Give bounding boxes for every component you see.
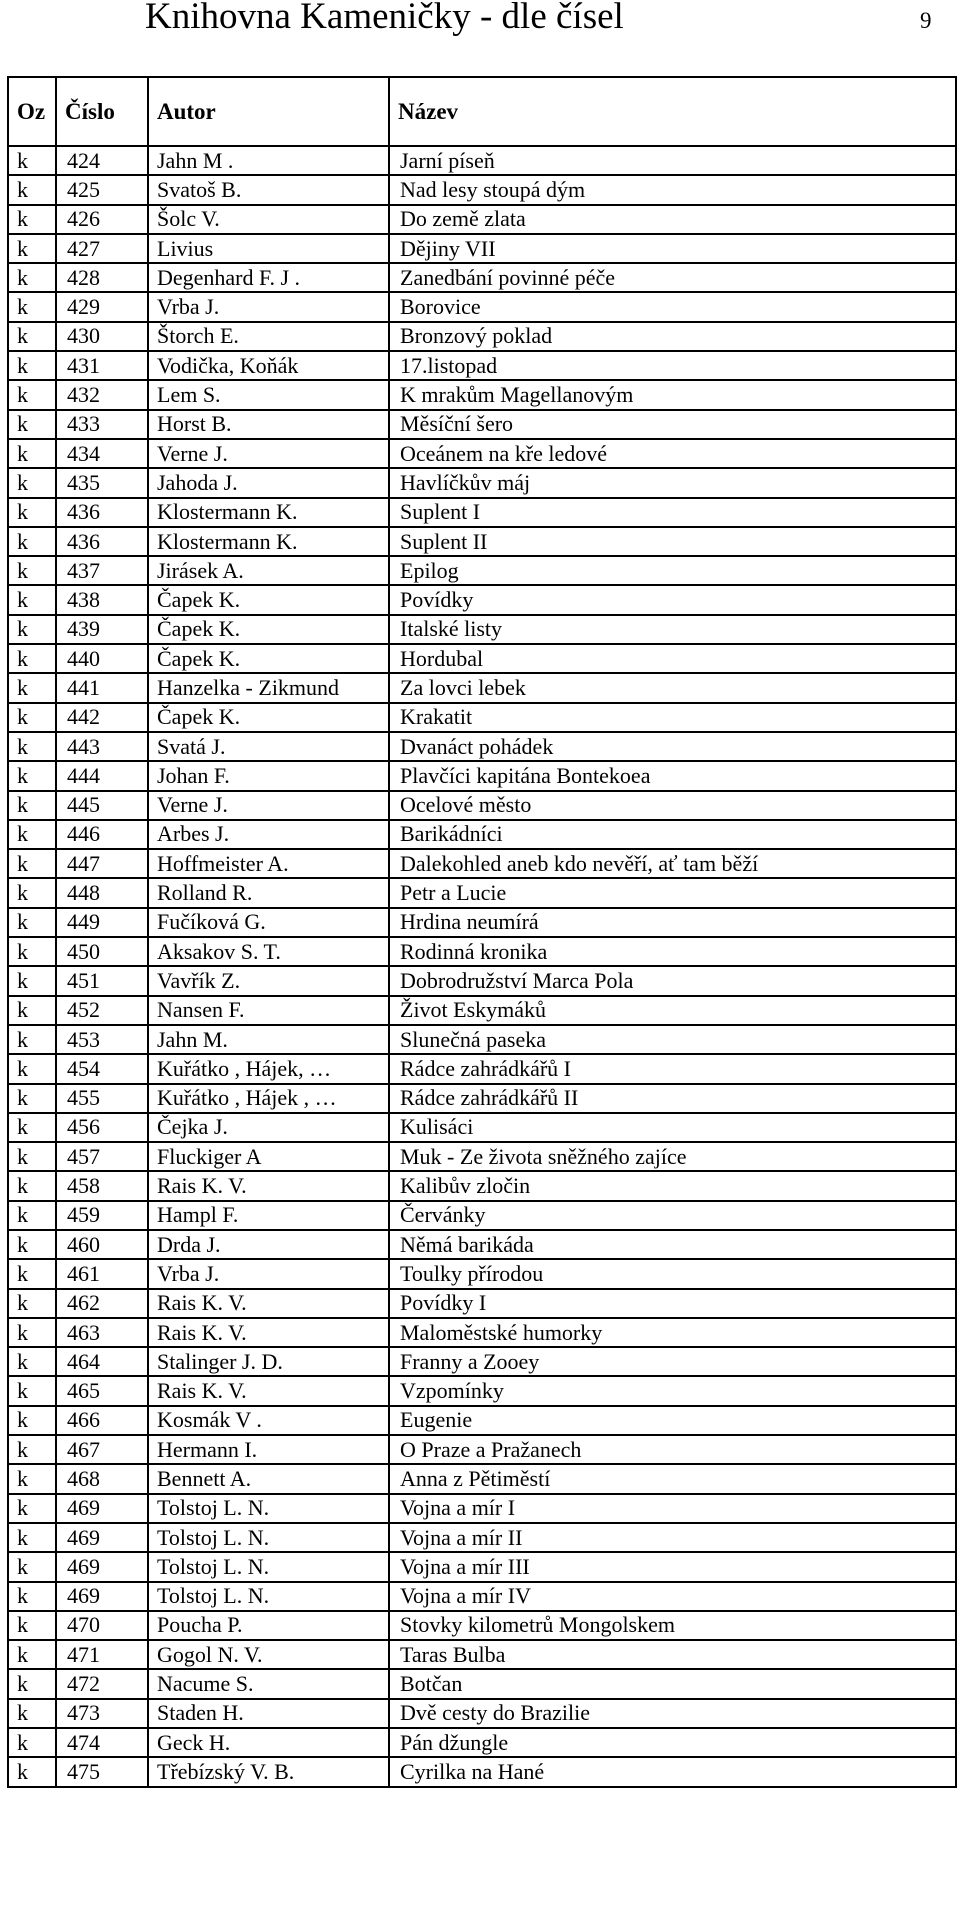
cell-oz: k [8, 1054, 56, 1083]
cell-autor: Třebízský V. B. [148, 1757, 389, 1786]
cell-nazev: Toulky přírodou [389, 1259, 956, 1288]
cell-cislo: 436 [56, 527, 148, 556]
cell-nazev: Anna z Pětiměstí [389, 1464, 956, 1493]
cell-nazev: Petr a Lucie [389, 878, 956, 907]
cell-autor: Vrba J. [148, 1259, 389, 1288]
cell-cislo: 443 [56, 732, 148, 761]
cell-nazev: Hordubal [389, 644, 956, 673]
table-row [8, 1201, 956, 1230]
cell-oz: k [8, 673, 56, 702]
cell-nazev: Oceánem na kře ledové [389, 439, 956, 468]
cell-cislo: 436 [56, 498, 148, 527]
table-row [8, 146, 956, 175]
cell-autor: Kuřátko , Hájek, … [148, 1054, 389, 1083]
table-row [8, 1464, 956, 1493]
cell-oz: k [8, 175, 56, 204]
cell-nazev: Maloměstské humorky [389, 1318, 956, 1347]
cell-nazev: Dvě cesty do Brazilie [389, 1699, 956, 1728]
cell-nazev: Povídky I [389, 1289, 956, 1318]
cell-oz: k [8, 322, 56, 351]
cell-cislo: 469 [56, 1582, 148, 1611]
table-row [8, 1025, 956, 1054]
table-row [8, 351, 956, 380]
table-row [8, 761, 956, 790]
cell-nazev: Suplent II [389, 527, 956, 556]
cell-cislo: 425 [56, 175, 148, 204]
column-header-cislo: Číslo [56, 77, 148, 146]
cell-nazev: K mrakům Magellanovým [389, 380, 956, 409]
cell-nazev: O Praze a Pražanech [389, 1435, 956, 1464]
cell-cislo: 433 [56, 410, 148, 439]
cell-cislo: 444 [56, 761, 148, 790]
cell-cislo: 468 [56, 1464, 148, 1493]
cell-oz: k [8, 1552, 56, 1581]
table-row [8, 410, 956, 439]
cell-oz: k [8, 1289, 56, 1318]
cell-cislo: 458 [56, 1171, 148, 1200]
cell-cislo: 437 [56, 556, 148, 585]
table-row [8, 1142, 956, 1171]
table-row [8, 732, 956, 761]
cell-nazev: Dějiny VII [389, 234, 956, 263]
table-row [8, 1406, 956, 1435]
table-row [8, 1699, 956, 1728]
table-row [8, 791, 956, 820]
cell-autor: Degenhard F. J . [148, 263, 389, 292]
cell-nazev: Hrdina neumírá [389, 908, 956, 937]
table-row [8, 673, 956, 702]
cell-nazev: Italské listy [389, 615, 956, 644]
table-row [8, 1259, 956, 1288]
cell-cislo: 454 [56, 1054, 148, 1083]
cell-cislo: 472 [56, 1669, 148, 1698]
cell-cislo: 464 [56, 1347, 148, 1376]
cell-oz: k [8, 1376, 56, 1405]
table-row [8, 820, 956, 849]
cell-autor: Šolc V. [148, 205, 389, 234]
cell-nazev: Vzpomínky [389, 1376, 956, 1405]
cell-nazev: Franny a Zooey [389, 1347, 956, 1376]
cell-cislo: 460 [56, 1230, 148, 1259]
cell-cislo: 456 [56, 1113, 148, 1142]
cell-cislo: 435 [56, 468, 148, 497]
cell-oz: k [8, 791, 56, 820]
table-row [8, 1289, 956, 1318]
cell-cislo: 459 [56, 1201, 148, 1230]
cell-cislo: 445 [56, 791, 148, 820]
table-row [8, 1757, 956, 1786]
cell-nazev: Život Eskymáků [389, 996, 956, 1025]
cell-autor: Kuřátko , Hájek , … [148, 1084, 389, 1113]
page-number: 9 [920, 8, 932, 33]
cell-nazev: Borovice [389, 292, 956, 321]
table-row [8, 498, 956, 527]
cell-oz: k [8, 1728, 56, 1757]
column-header-autor: Autor [148, 77, 389, 146]
cell-autor: Nansen F. [148, 996, 389, 1025]
cell-nazev: Slunečná paseka [389, 1025, 956, 1054]
cell-oz: k [8, 1201, 56, 1230]
cell-cislo: 455 [56, 1084, 148, 1113]
cell-nazev: Do země zlata [389, 205, 956, 234]
cell-autor: Hanzelka - Zikmund [148, 673, 389, 702]
cell-oz: k [8, 1435, 56, 1464]
table-row [8, 175, 956, 204]
cell-autor: Jirásek A. [148, 556, 389, 585]
table-row [8, 1582, 956, 1611]
cell-cislo: 424 [56, 146, 148, 175]
cell-cislo: 430 [56, 322, 148, 351]
cell-autor: Hoffmeister A. [148, 849, 389, 878]
cell-nazev: Vojna a mír II [389, 1523, 956, 1552]
cell-oz: k [8, 556, 56, 585]
cell-autor: Svatoš B. [148, 175, 389, 204]
cell-nazev: Červánky [389, 1201, 956, 1230]
table-row [8, 1113, 956, 1142]
cell-cislo: 463 [56, 1318, 148, 1347]
cell-cislo: 429 [56, 292, 148, 321]
cell-cislo: 469 [56, 1552, 148, 1581]
cell-cislo: 465 [56, 1376, 148, 1405]
table-row [8, 263, 956, 292]
cell-oz: k [8, 439, 56, 468]
cell-autor: Tolstoj L. N. [148, 1582, 389, 1611]
table-row [8, 644, 956, 673]
table-row [8, 585, 956, 614]
table-row [8, 1728, 956, 1757]
cell-autor: Klostermann K. [148, 498, 389, 527]
cell-cislo: 434 [56, 439, 148, 468]
cell-autor: Čapek K. [148, 585, 389, 614]
table-row [8, 1318, 956, 1347]
cell-nazev: 17.listopad [389, 351, 956, 380]
cell-autor: Tolstoj L. N. [148, 1552, 389, 1581]
cell-nazev: Nad lesy stoupá dým [389, 175, 956, 204]
cell-oz: k [8, 527, 56, 556]
table-row [8, 937, 956, 966]
cell-cislo: 440 [56, 644, 148, 673]
table-body [8, 146, 956, 1787]
cell-oz: k [8, 263, 56, 292]
cell-oz: k [8, 1464, 56, 1493]
cell-oz: k [8, 1230, 56, 1259]
cell-autor: Fluckiger A [148, 1142, 389, 1171]
cell-oz: k [8, 1142, 56, 1171]
table-row [8, 966, 956, 995]
book-catalog-table [7, 76, 957, 1788]
cell-oz: k [8, 205, 56, 234]
cell-autor: Rais K. V. [148, 1376, 389, 1405]
cell-cislo: 451 [56, 966, 148, 995]
cell-oz: k [8, 1171, 56, 1200]
cell-nazev: Ocelové město [389, 791, 956, 820]
cell-autor: Tolstoj L. N. [148, 1523, 389, 1552]
header-row [8, 77, 956, 146]
cell-nazev: Krakatit [389, 703, 956, 732]
cell-nazev: Barikádníci [389, 820, 956, 849]
cell-oz: k [8, 292, 56, 321]
cell-oz: k [8, 234, 56, 263]
cell-cislo: 450 [56, 937, 148, 966]
cell-oz: k [8, 878, 56, 907]
table-row [8, 908, 956, 937]
cell-cislo: 473 [56, 1699, 148, 1728]
table-row [8, 439, 956, 468]
table-row [8, 1084, 956, 1113]
cell-autor: Gogol N. V. [148, 1640, 389, 1669]
cell-cislo: 431 [56, 351, 148, 380]
cell-oz: k [8, 351, 56, 380]
cell-oz: k [8, 615, 56, 644]
cell-autor: Horst B. [148, 410, 389, 439]
cell-nazev: Rodinná kronika [389, 937, 956, 966]
cell-nazev: Havlíčkův máj [389, 468, 956, 497]
cell-autor: Čapek K. [148, 703, 389, 732]
cell-autor: Vrba J. [148, 292, 389, 321]
cell-oz: k [8, 498, 56, 527]
cell-oz: k [8, 1757, 56, 1786]
table-header [8, 77, 956, 146]
cell-nazev: Stovky kilometrů Mongolskem [389, 1611, 956, 1640]
cell-nazev: Měsíční šero [389, 410, 956, 439]
cell-autor: Kosmák V . [148, 1406, 389, 1435]
table-row [8, 527, 956, 556]
cell-autor: Štorch E. [148, 322, 389, 351]
table-row [8, 1230, 956, 1259]
cell-cislo: 475 [56, 1757, 148, 1786]
cell-cislo: 426 [56, 205, 148, 234]
cell-oz: k [8, 410, 56, 439]
cell-oz: k [8, 1611, 56, 1640]
cell-autor: Hampl F. [148, 1201, 389, 1230]
cell-cislo: 428 [56, 263, 148, 292]
table-row [8, 1435, 956, 1464]
cell-autor: Staden H. [148, 1699, 389, 1728]
table-row [8, 205, 956, 234]
column-header-oz: Oz [8, 77, 56, 146]
table-row [8, 1611, 956, 1640]
table-row [8, 1523, 956, 1552]
cell-autor: Nacume S. [148, 1669, 389, 1698]
cell-nazev: Němá barikáda [389, 1230, 956, 1259]
cell-autor: Livius [148, 234, 389, 263]
table-row [8, 1376, 956, 1405]
cell-oz: k [8, 1699, 56, 1728]
cell-cislo: 442 [56, 703, 148, 732]
cell-nazev: Rádce zahrádkářů I [389, 1054, 956, 1083]
cell-oz: k [8, 1084, 56, 1113]
cell-autor: Verne J. [148, 791, 389, 820]
cell-autor: Verne J. [148, 439, 389, 468]
cell-oz: k [8, 761, 56, 790]
cell-autor: Jahn M . [148, 146, 389, 175]
cell-autor: Bennett A. [148, 1464, 389, 1493]
cell-nazev: Kalibův zločin [389, 1171, 956, 1200]
cell-oz: k [8, 820, 56, 849]
cell-oz: k [8, 1494, 56, 1523]
cell-autor: Rolland R. [148, 878, 389, 907]
cell-autor: Aksakov S. T. [148, 937, 389, 966]
cell-oz: k [8, 1406, 56, 1435]
cell-autor: Rais K. V. [148, 1289, 389, 1318]
cell-autor: Čapek K. [148, 615, 389, 644]
cell-cislo: 474 [56, 1728, 148, 1757]
column-header-nazev: Název [389, 77, 956, 146]
cell-oz: k [8, 468, 56, 497]
cell-oz: k [8, 1113, 56, 1142]
cell-nazev: Muk - Ze života sněžného zajíce [389, 1142, 956, 1171]
cell-autor: Rais K. V. [148, 1171, 389, 1200]
table-row [8, 1171, 956, 1200]
table-row [8, 1640, 956, 1669]
cell-nazev: Vojna a mír I [389, 1494, 956, 1523]
cell-cislo: 466 [56, 1406, 148, 1435]
cell-cislo: 447 [56, 849, 148, 878]
table-row [8, 1347, 956, 1376]
cell-oz: k [8, 1318, 56, 1347]
cell-autor: Drda J. [148, 1230, 389, 1259]
cell-oz: k [8, 732, 56, 761]
cell-nazev: Suplent I [389, 498, 956, 527]
cell-oz: k [8, 908, 56, 937]
cell-cislo: 462 [56, 1289, 148, 1318]
cell-cislo: 471 [56, 1640, 148, 1669]
cell-autor: Johan F. [148, 761, 389, 790]
cell-autor: Geck H. [148, 1728, 389, 1757]
cell-oz: k [8, 937, 56, 966]
cell-oz: k [8, 1259, 56, 1288]
table-row [8, 234, 956, 263]
cell-nazev: Epilog [389, 556, 956, 585]
cell-autor: Svatá J. [148, 732, 389, 761]
cell-cislo: 461 [56, 1259, 148, 1288]
table-row [8, 849, 956, 878]
cell-nazev: Taras Bulba [389, 1640, 956, 1669]
cell-nazev: Cyrilka na Hané [389, 1757, 956, 1786]
cell-autor: Vavřík Z. [148, 966, 389, 995]
cell-cislo: 449 [56, 908, 148, 937]
table-row [8, 1494, 956, 1523]
cell-nazev: Plavčíci kapitána Bontekoea [389, 761, 956, 790]
table-row [8, 468, 956, 497]
cell-oz: k [8, 966, 56, 995]
cell-autor: Čapek K. [148, 644, 389, 673]
cell-cislo: 452 [56, 996, 148, 1025]
cell-nazev: Vojna a mír IV [389, 1582, 956, 1611]
cell-nazev: Vojna a mír III [389, 1552, 956, 1581]
cell-oz: k [8, 1347, 56, 1376]
cell-nazev: Eugenie [389, 1406, 956, 1435]
cell-autor: Lem S. [148, 380, 389, 409]
cell-autor: Rais K. V. [148, 1318, 389, 1347]
cell-cislo: 427 [56, 234, 148, 263]
cell-cislo: 432 [56, 380, 148, 409]
cell-oz: k [8, 1523, 56, 1552]
table-row [8, 556, 956, 585]
cell-nazev: Rádce zahrádkářů II [389, 1084, 956, 1113]
cell-nazev: Pán džungle [389, 1728, 956, 1757]
cell-cislo: 469 [56, 1523, 148, 1552]
cell-autor: Arbes J. [148, 820, 389, 849]
cell-nazev: Jarní píseň [389, 146, 956, 175]
cell-autor: Jahn M. [148, 1025, 389, 1054]
cell-oz: k [8, 644, 56, 673]
cell-cislo: 448 [56, 878, 148, 907]
cell-cislo: 467 [56, 1435, 148, 1464]
cell-nazev: Bronzový poklad [389, 322, 956, 351]
cell-cislo: 453 [56, 1025, 148, 1054]
table-row [8, 380, 956, 409]
cell-oz: k [8, 380, 56, 409]
cell-autor: Poucha P. [148, 1611, 389, 1640]
cell-nazev: Dobrodružství Marca Pola [389, 966, 956, 995]
cell-cislo: 439 [56, 615, 148, 644]
table-row [8, 1552, 956, 1581]
cell-autor: Klostermann K. [148, 527, 389, 556]
cell-oz: k [8, 1582, 56, 1611]
cell-nazev: Dvanáct pohádek [389, 732, 956, 761]
page-title: Knihovna Kameničky - dle čísel [145, 0, 624, 37]
cell-cislo: 438 [56, 585, 148, 614]
cell-oz: k [8, 585, 56, 614]
cell-nazev: Botčan [389, 1669, 956, 1698]
cell-nazev: Zanedbání povinné péče [389, 263, 956, 292]
cell-autor: Čejka J. [148, 1113, 389, 1142]
table-row [8, 703, 956, 732]
cell-oz: k [8, 849, 56, 878]
cell-oz: k [8, 1669, 56, 1698]
table-row [8, 615, 956, 644]
cell-autor: Tolstoj L. N. [148, 1494, 389, 1523]
cell-nazev: Za lovci lebek [389, 673, 956, 702]
cell-cislo: 446 [56, 820, 148, 849]
table-row [8, 1054, 956, 1083]
cell-autor: Stalinger J. D. [148, 1347, 389, 1376]
cell-autor: Jahoda J. [148, 468, 389, 497]
cell-autor: Fučíková G. [148, 908, 389, 937]
cell-nazev: Povídky [389, 585, 956, 614]
table-row [8, 878, 956, 907]
cell-cislo: 441 [56, 673, 148, 702]
cell-cislo: 469 [56, 1494, 148, 1523]
cell-oz: k [8, 146, 56, 175]
cell-oz: k [8, 1640, 56, 1669]
cell-autor: Hermann I. [148, 1435, 389, 1464]
cell-oz: k [8, 703, 56, 732]
cell-oz: k [8, 996, 56, 1025]
table-row [8, 1669, 956, 1698]
cell-autor: Vodička, Koňák [148, 351, 389, 380]
table-row [8, 996, 956, 1025]
table-row [8, 292, 956, 321]
table-row [8, 322, 956, 351]
cell-oz: k [8, 1025, 56, 1054]
cell-cislo: 470 [56, 1611, 148, 1640]
cell-nazev: Kulisáci [389, 1113, 956, 1142]
cell-cislo: 457 [56, 1142, 148, 1171]
cell-nazev: Dalekohled aneb kdo nevěří, ať tam běží [389, 849, 956, 878]
